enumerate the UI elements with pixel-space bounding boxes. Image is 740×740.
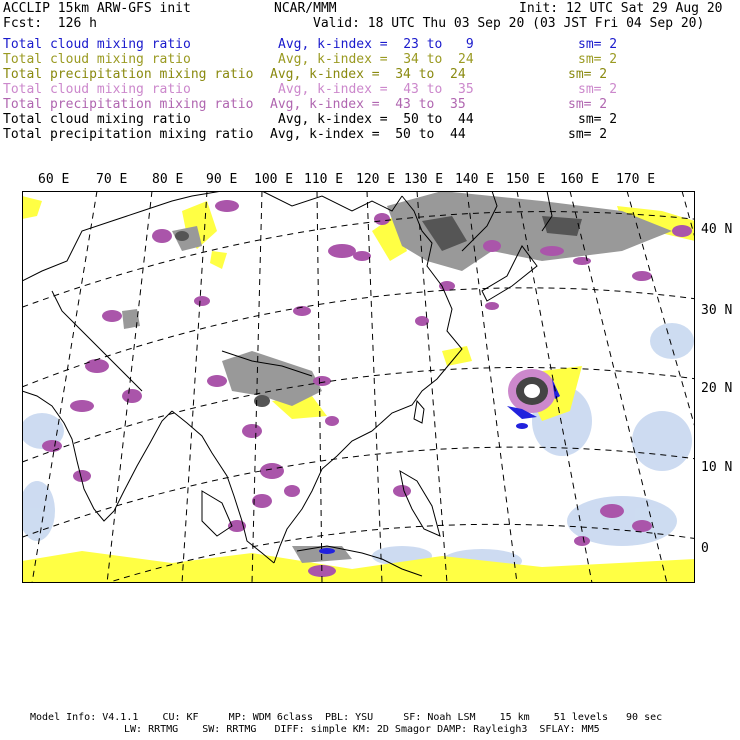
legend-field: Total cloud mixing ratio (3, 52, 191, 67)
model-info-line2: LW: RRTMG SW: RRTMG DIFF: simple KM: 2D Smagor DAMP: Rayleigh3 SFLAY: MM5 (124, 724, 600, 735)
lon-label: 150 E (506, 172, 546, 187)
lon-label: 160 E (560, 172, 600, 187)
legend-sm: sm= 2 (578, 52, 618, 67)
legend-field: Total cloud mixing ratio (3, 82, 191, 97)
legend-sm: sm= 2 (568, 97, 608, 112)
legend-avg: Avg, k-index = 34 to 24 (278, 52, 474, 67)
legend-sm: sm= 2 (568, 127, 608, 142)
center-name: NCAR/MMM (274, 1, 337, 16)
legend-avg: Avg, k-index = 50 to 44 (278, 112, 474, 127)
legend-field: Total precipitation mixing ratio (3, 97, 254, 112)
legend-sm: sm= 2 (578, 37, 618, 52)
init-time: Init: 12 UTC Sat 29 Aug 20 (519, 1, 723, 16)
lon-label: 110 E (304, 172, 344, 187)
legend-avg: Avg, k-index = 43 to 35 (278, 82, 474, 97)
lon-label: 140 E (455, 172, 495, 187)
lon-label: 80 E (152, 172, 184, 187)
legend-field: Total cloud mixing ratio (3, 37, 191, 52)
legend-avg: Avg, k-index = 43 to 35 (270, 97, 466, 112)
lon-label: 170 E (616, 172, 656, 187)
lat-label: 20 N (701, 381, 733, 396)
legend-avg: Avg, k-index = 34 to 24 (270, 67, 466, 82)
legend-field: Total precipitation mixing ratio (3, 127, 254, 142)
forecast-hour: Fcst: 126 h (3, 16, 97, 31)
legend-sm: sm= 2 (578, 112, 618, 127)
lon-label: 130 E (404, 172, 444, 187)
legend-avg: Avg, k-index = 50 to 44 (270, 127, 466, 142)
legend-sm: sm= 2 (578, 82, 618, 97)
lon-label: 100 E (254, 172, 294, 187)
valid-time: Valid: 18 UTC Thu 03 Sep 20 (03 JST Fri 04 Sep 20) (313, 16, 705, 31)
legend-field: Total cloud mixing ratio (3, 112, 191, 127)
lat-label: 10 N (701, 460, 733, 475)
lat-label: 40 N (701, 222, 733, 237)
lon-label: 60 E (38, 172, 70, 187)
lon-label: 120 E (356, 172, 396, 187)
lon-label: 90 E (206, 172, 238, 187)
model-title: ACCLIP 15km ARW-GFS init (3, 1, 191, 16)
lon-label: 70 E (96, 172, 128, 187)
model-info-line1: Model Info: V4.1.1 CU: KF MP: WDM 6class PBL: YSU SF: Noah LSM 15 km 51 levels 90 sec (30, 712, 663, 723)
lat-label: 30 N (701, 303, 733, 318)
weather-map (22, 191, 695, 583)
legend-sm: sm= 2 (568, 67, 608, 82)
legend-field: Total precipitation mixing ratio (3, 67, 254, 82)
legend-avg: Avg, k-index = 23 to 9 (278, 37, 474, 52)
lat-label: 0 (701, 541, 709, 556)
